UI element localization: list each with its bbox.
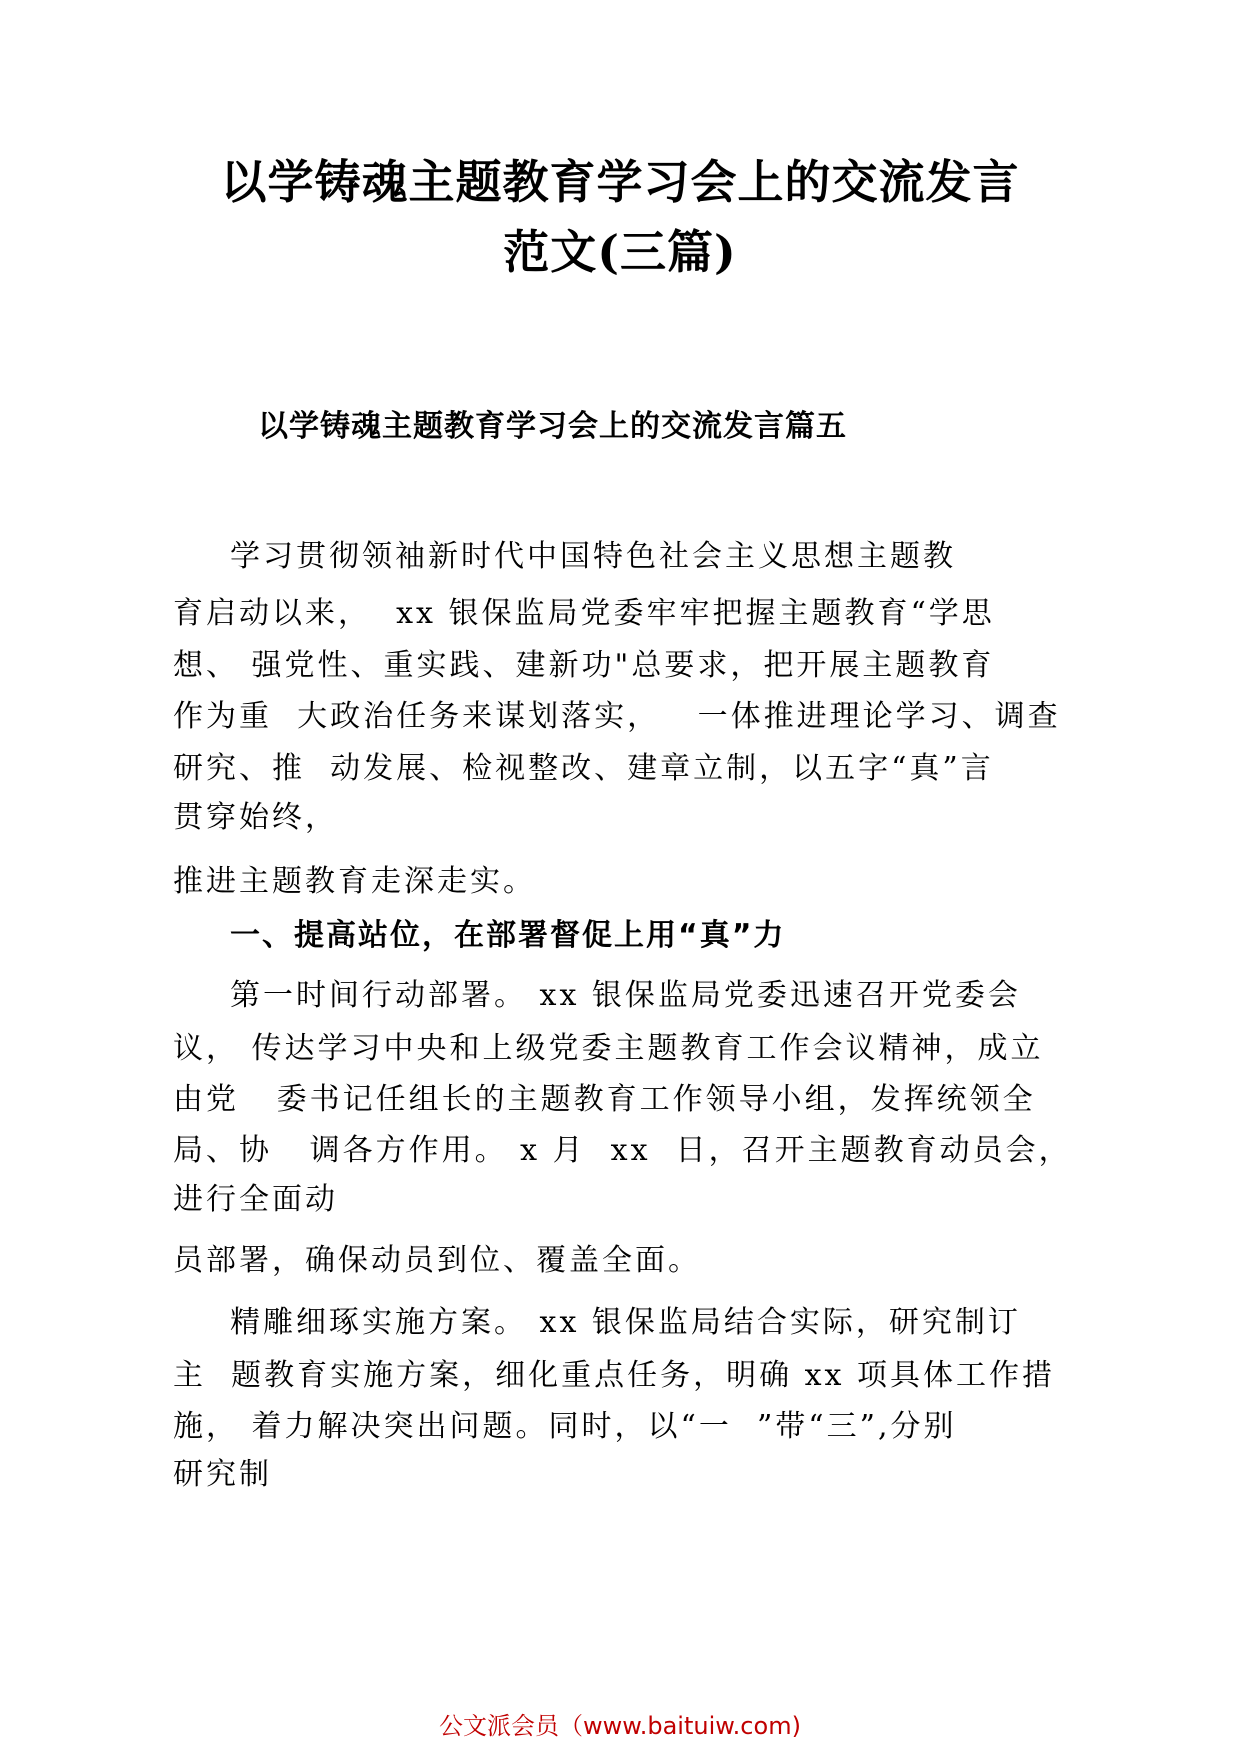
paragraph-1-end: 推进主题教育走深走实。 [173, 864, 536, 899]
paragraph-2-end: 员部署，确保动员到位、覆盖全面。 [173, 1243, 701, 1278]
paragraph-2-line: 进行全面动 [173, 1182, 338, 1217]
paragraph-1-line: 贯穿始终， [173, 800, 338, 835]
paragraph-3-line: 研究制 [173, 1457, 272, 1492]
paragraph-1-line: 学习贯彻领袖新时代中国特色社会主义思想主题教 [230, 539, 956, 574]
section-1-heading: 一、提高站位，在部署督促上用“真”力 [230, 918, 786, 953]
paragraph-1-line: 作为重 大政治任务来谋划落实， 一体推进理论学习、调查 [173, 699, 1061, 734]
paragraph-1-line: 研究、推 动发展、检视整改、建章立制，以五字“真”言 [173, 751, 994, 786]
paragraph-2-line: 第一时间行动部署。 xx 银保监局党委迅速召开党委会 [230, 978, 1021, 1013]
section-subtitle: 以学铸魂主题教育学习会上的交流发言篇五 [258, 409, 847, 444]
paragraph-2-line: 议， 传达学习中央和上级党委主题教育工作会议精神，成立 [173, 1031, 1044, 1066]
footer-link[interactable]: 公文派会员（www.baituiw.com) [439, 1712, 801, 1740]
paragraph-2-line: 由党 委书记任组长的主题教育工作领导小组，发挥统领全 [173, 1082, 1036, 1117]
document-title-line-1: 以学铸魂主题教育学习会上的交流发言 [220, 155, 1020, 209]
paragraph-3-line: 施， 着力解决突出问题。同时，以“一 ”带“三”,分别 [173, 1409, 957, 1444]
paragraph-1-line: 育启动以来， xx 银保监局党委牢牢把握主题教育“学思 [173, 596, 995, 631]
document-title-line-2: 范文(三篇) [503, 225, 737, 279]
paragraph-1-line: 想、 强党性、重实践、建新功"总要求，把开展主题教育 [173, 648, 995, 683]
paragraph-3-line: 主 题教育实施方案，细化重点任务，明确 xx 项具体工作措 [173, 1358, 1055, 1393]
paragraph-3-line: 精雕细琢实施方案。 xx 银保监局结合实际，研究制订 [230, 1305, 1021, 1340]
paragraph-2-line: 局、协 调各方作用。 x 月 xx 日，召开主题教育动员会， [173, 1133, 1072, 1168]
